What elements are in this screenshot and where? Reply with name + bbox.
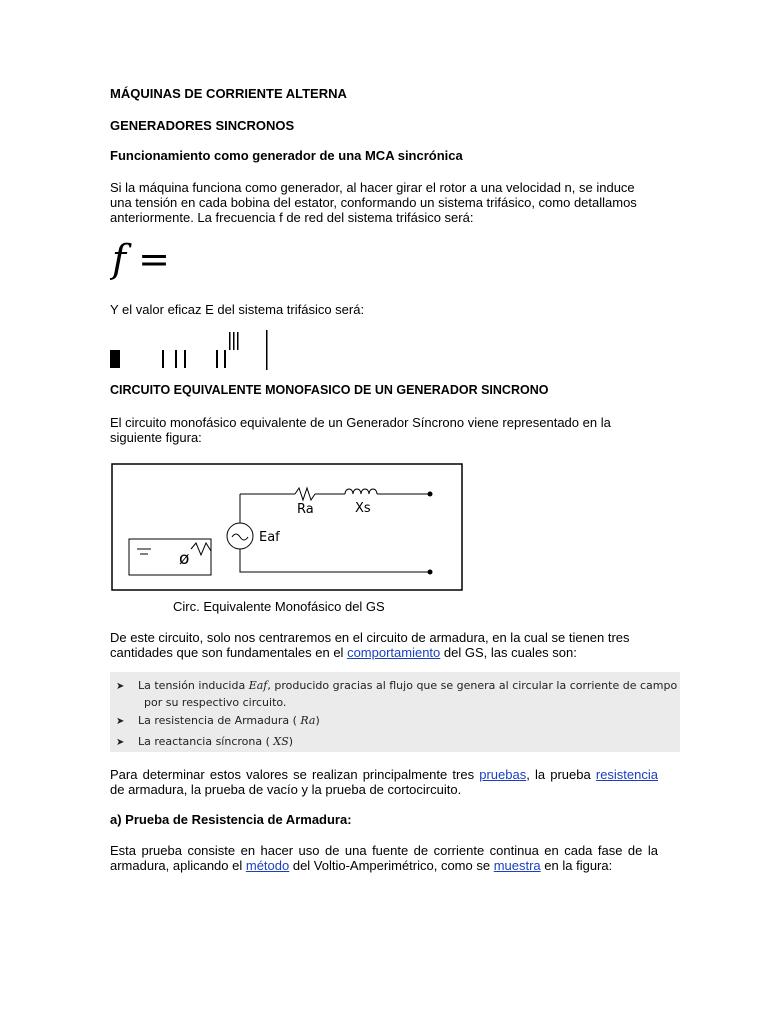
section-heading-circuito: CIRCUITO EQUIVALENTE MONOFASICO DE UN GENERADOR SINCRONO	[110, 383, 549, 397]
text-segment: Para determinar estos valores se realizan principalmente tres	[110, 767, 480, 782]
list-item	[116, 679, 677, 692]
paragraph-circuito: El circuito monofásico equivalente de un Generador Síncrono viene representado en la siguiente figura:	[110, 415, 611, 445]
list-item-text: por su respectivo circuito.	[144, 696, 287, 709]
label-ra: Ra	[297, 502, 314, 517]
paragraph-eficaz: Y el valor eficaz E del sistema trifásico será:	[110, 302, 365, 317]
list-item-text: , producido gracias al flujo que se genera al circular la corriente de campo	[267, 679, 678, 692]
label-eaf: Eaf	[259, 530, 280, 545]
section-heading-prueba-resistencia: a) Prueba de Resistencia de Armadura:	[110, 812, 352, 827]
quantities-list	[110, 672, 680, 752]
text-segment: Esta prueba consiste en hacer uso de una fuente de corriente continua en cada fase de la armadura, aplicando el	[110, 843, 658, 873]
text-segment: De este circuito, solo nos centraremos en el circuito de armadura, en la cual se tienen tres cantidades que son fundamentales en el	[110, 630, 630, 660]
paragraph-prueba-resistencia	[110, 843, 658, 873]
list-item-text: La resistencia de Armadura (	[138, 714, 297, 727]
link-metodo[interactable]: método	[245, 858, 290, 873]
list-item	[116, 714, 320, 727]
text-segment: del GS, las cuales son:	[440, 645, 577, 660]
arrow-bullet-icon: ➤	[116, 716, 125, 727]
paragraph-comportamiento	[110, 630, 658, 660]
link-resistencia[interactable]: resistencia	[595, 767, 658, 782]
circuit-caption: Circ. Equivalente Monofásico del GS	[173, 599, 385, 614]
arrow-bullet-icon: ➤	[116, 737, 125, 748]
frequency-formula	[110, 240, 200, 282]
document-title: MÁQUINAS DE CORRIENTE ALTERNA	[110, 86, 347, 101]
document-subtitle: GENERADORES SINCRONOS	[110, 118, 295, 133]
list-item-text: )	[288, 735, 294, 748]
section-heading-funcionamiento: Funcionamiento como generador de una MCA sincrónica	[110, 148, 463, 163]
text-segment: en la figura:	[540, 858, 613, 873]
list-item-text: La reactancia síncrona (	[138, 735, 270, 748]
list-item-text: La tensión inducida	[138, 679, 246, 692]
link-muestra[interactable]: muestra	[493, 858, 541, 873]
symbol-eaf: Eaf	[248, 679, 268, 692]
text-segment: del Voltio-Amperimétrico, como se	[289, 858, 494, 873]
paragraph-pruebas	[110, 767, 658, 797]
text-segment: de armadura, la prueba de vacío y la prueba de cortocircuito.	[110, 782, 462, 797]
link-comportamiento[interactable]: comportamiento	[347, 645, 441, 660]
list-item-text: )	[315, 714, 320, 727]
formula-f-text: f =	[112, 240, 170, 281]
paragraph-funcionamiento: Si la máquina funciona como generador, al hacer girar el rotor a una velocidad n, se induce una tensión en cada bobina del estator, conformando un sistema trifásico, como detallamos anteriormente. La frecuencia f de red del sistema trifásico será:	[110, 180, 637, 225]
label-xs: Xs	[355, 501, 371, 516]
arrow-bullet-icon: ➤	[116, 681, 125, 692]
label-phi: ø	[179, 549, 190, 569]
symbol-ra: Ra	[300, 714, 316, 727]
link-pruebas[interactable]: pruebas	[479, 767, 527, 782]
equivalent-circuit-diagram	[111, 463, 463, 591]
list-item	[116, 735, 293, 748]
symbol-xs: XS	[273, 735, 289, 748]
effective-value-formula-glyphs	[110, 326, 280, 372]
text-segment: , la prueba	[526, 767, 596, 782]
